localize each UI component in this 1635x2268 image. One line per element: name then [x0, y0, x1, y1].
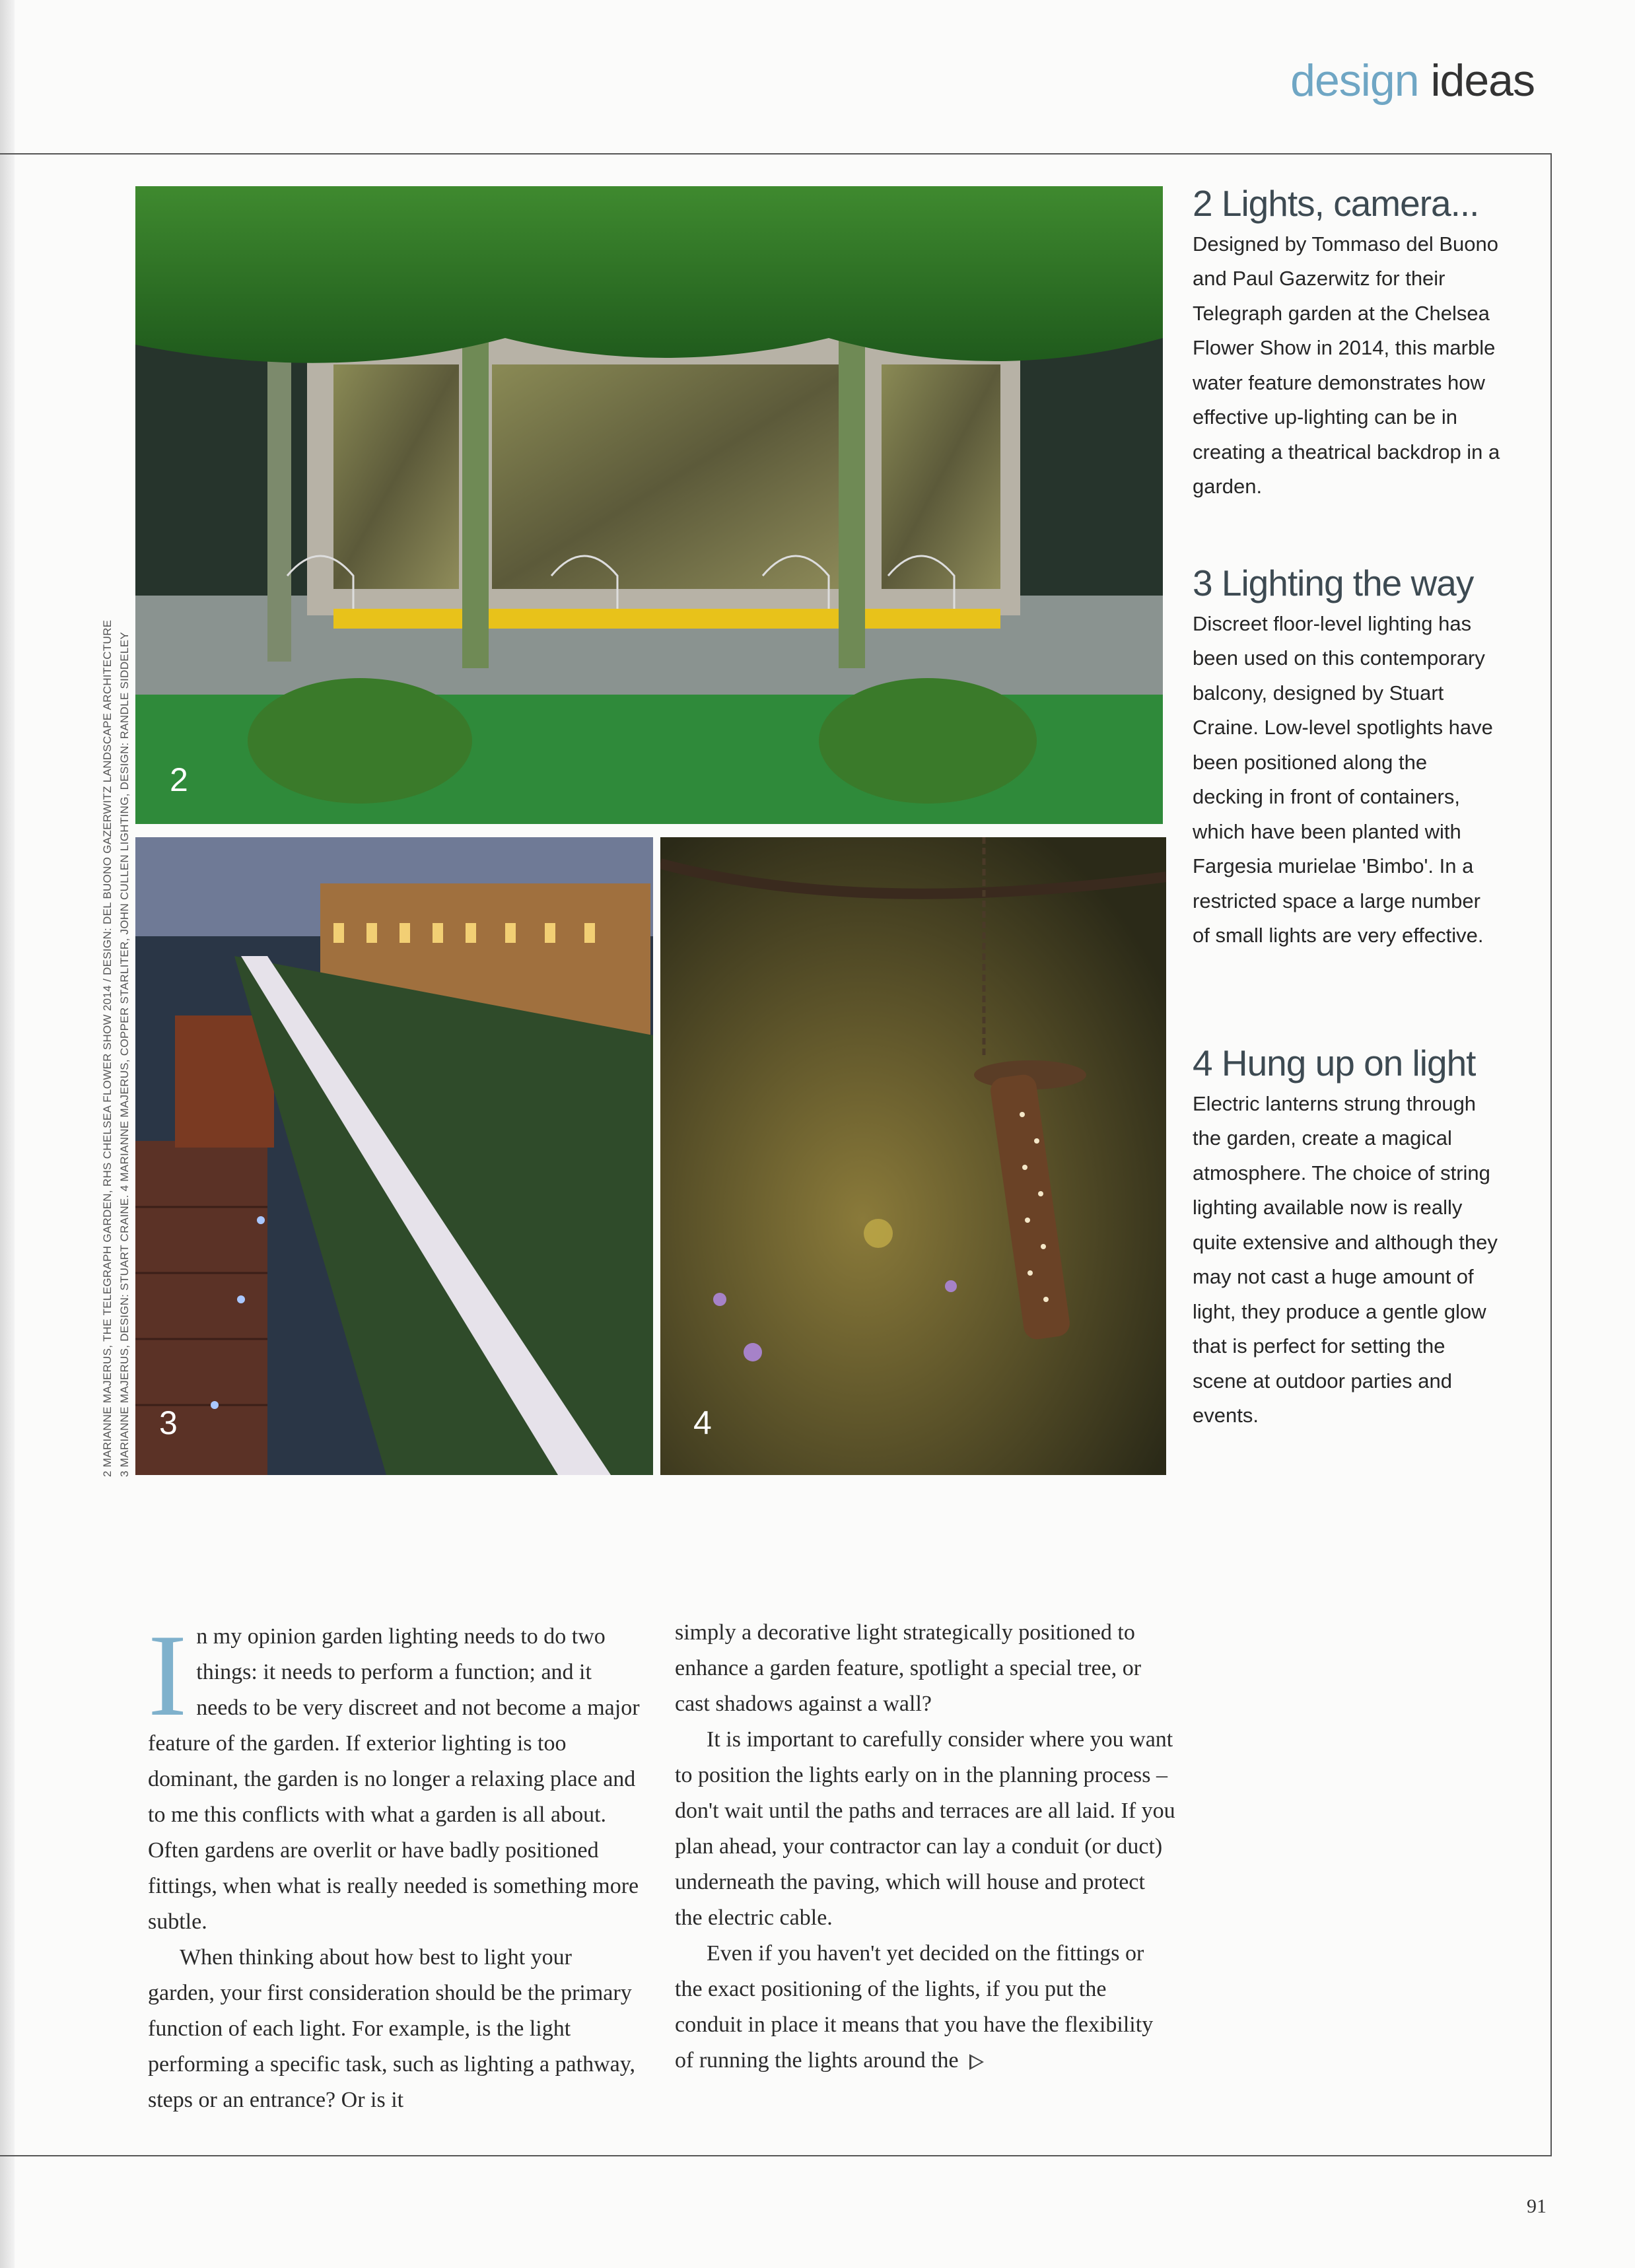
article-paragraph: simply a decorative light strategically positioned to enhance a garden feature, spotlight a special tree, or cast shadows against a wall? — [675, 1620, 1142, 1716]
caption-title: 4 Hung up on light — [1193, 1043, 1476, 1083]
photo-hanging-lantern-art — [660, 837, 1166, 1475]
caption-title: 2 Lights, camera... — [1193, 183, 1479, 224]
caption-hung-up-on-light — [1193, 1045, 1503, 1433]
caption-lights-camera — [1193, 185, 1503, 504]
photo-number-2: 2 — [170, 761, 188, 798]
section-header — [1290, 55, 1535, 106]
caption-lighting-the-way — [1193, 565, 1503, 953]
section-header-dark: ideas — [1430, 55, 1535, 106]
article-paragraph-text: Even if you haven't yet decided on the fittings or the exact positioning of the lights, if you put the conduit in place it means that you have the flexibility of running the lights around the — [675, 1941, 1154, 2073]
article-column-1 — [148, 1610, 643, 2118]
article-paragraph-last — [675, 1936, 1177, 2079]
caption-text: Designed by Tommaso del Buono and Paul Gazerwitz for their Telegraph garden at the Chelsea Flower Show in 2014, this marble water feature demonstrates how effective up-lighting can be in creating a theatrical backdrop in a garden. — [1193, 232, 1500, 498]
article-paragraph: It is important to carefully consider where you want to position the lights early on in the planning process – don't wait until the paths and terraces are all laid. If you plan ahead, your contractor can lay a conduit (or duct) underneath the paving, which will house and protect the electric cable. — [675, 1727, 1175, 1930]
photo-hanging-lantern — [660, 837, 1166, 1475]
photo-number-4: 4 — [693, 1404, 712, 1441]
continue-arrow-icon — [969, 2054, 984, 2070]
article-paragraph: When thinking about how best to light your garden, your first consideration should be the primary function of each light. For example, is the light performing a specific task, such as lighting a pathway, steps or an entrance? Or is it — [148, 1945, 636, 2112]
photo-credit-line-1: 2 MARIANNE MAJERUS, THE TELEGRAPH GARDEN, RHS CHELSEA FLOWER SHOW 2014 / DESIGN: DEL BUONO GAZERWITZ LANDSCAPE ARCHITECTURE — [101, 619, 114, 1477]
photo-water-feature-art — [135, 186, 1163, 824]
caption-title: 3 Lighting the way — [1193, 563, 1474, 603]
photo-credit-line-2: 3 MARIANNE MAJERUS, DESIGN: STUART CRAINE. 4 MARIANNE MAJERUS, COPPER STARLITER, JOHN CULLEN LIGHTING, DESIGN: RANDLE SIDDELEY — [118, 632, 131, 1477]
section-header-light: design — [1290, 55, 1419, 106]
photo-water-feature — [135, 186, 1163, 824]
photo-credits — [99, 605, 145, 1477]
caption-text: Discreet floor-level lighting has been used on this contemporary balcony, designed by Stuart Craine. Low-level spotlights have been positioned along the decking in front of containers, which have been planted with Fargesia murielae 'Bimbo'. In a restricted space a large number of small lights are very effective. — [1193, 611, 1493, 947]
article-paragraph: n my opinion garden lighting needs to do two things: it needs to perform a function; and it needs to be very discreet and not become a major feature of the garden. If exterior lighting is too dominant, the garden is no longer a relaxing place and to me this conflicts with what a garden is all about. Often gardens are overlit or have badly positioned fittings, when what is really needed is something more subtle. — [148, 1624, 640, 1934]
caption-text: Electric lanterns strung through the garden, create a magical atmosphere. The choice of string lighting available now is really quite extensive and although they may not cast a huge amount of light, they produce a gentle glow that is perfect for setting the scene at outdoor parties and events. — [1193, 1091, 1498, 1427]
photo-balcony-art — [135, 837, 653, 1475]
article-column-2 — [675, 1615, 1177, 2079]
photo-balcony — [135, 837, 653, 1475]
photo-number-3: 3 — [159, 1404, 178, 1441]
drop-cap: I — [148, 1610, 188, 1740]
page-number: 91 — [1527, 2195, 1547, 2217]
